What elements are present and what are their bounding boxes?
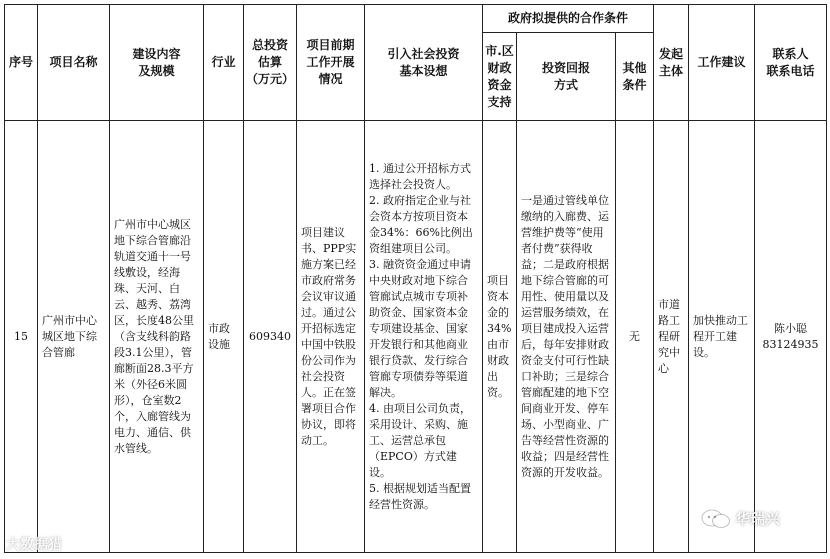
header-project-name: 项目名称 <box>38 5 110 121</box>
cell-investment: 609340 <box>244 121 297 553</box>
header-suggestion: 工作建议 <box>689 5 755 121</box>
watermark-left-label: 大数据猎 <box>6 537 62 553</box>
wechat-icon <box>701 509 731 529</box>
header-return-method: 投资回报 方式 <box>517 33 616 121</box>
cell-project-name: 广州市中心城区地下综合管廊 <box>38 121 110 553</box>
watermark-right-label: 华瑞兴 <box>735 510 781 528</box>
header-fiscal-support: 市.区 财政 资金 支持 <box>483 33 517 121</box>
header-contact: 联系人 联系电话 <box>755 5 827 121</box>
watermark-right <box>701 508 780 529</box>
header-capital-plan: 引入社会投资 基本设想 <box>365 5 483 121</box>
cell-other-conditions: 无 <box>616 121 654 553</box>
table-row <box>5 121 827 553</box>
header-industry: 行业 <box>204 5 244 121</box>
cell-capital-plan: 1. 通过公开招标方式选择社会投资人。 2. 政府指定企业与社会资本方按项目资本金34%：66%比例出资组建项目公司。 3. 融资资金通过申请中央财政对地下综合管廊试点城市专项补助资金、国家资本金专项建设基金、国家开发银行和其他商业银行贷款、发行综合管廊专项债券等渠道解决。 4. 由项目公司负责，采用设计、采购、施工、运营总承包（EPCO）方式建设。 5. 根据规划适当配置经营性资源。 <box>365 121 483 553</box>
header-gov-conditions: 政府拟提供的合作条件 <box>483 5 654 33</box>
header-content: 建设内容 及规模 <box>110 5 204 121</box>
cell-content: 广州市中心城区地下综合管廊沿轨道交通十一号线敷设，经海珠、天河、白云、越秀、荔湾区，长度48公里（含支线科韵路段3.1公里），管廊断面28.3平方米（外径6米圆形），仓室数2个，入廊管线为电力、通信、供水管线。 <box>110 121 204 553</box>
cell-contact: 陈小聪 83124935 <box>755 121 827 553</box>
header-progress: 项目前期 工作开展 情况 <box>297 5 365 121</box>
cooperation-conditions-table <box>4 4 827 553</box>
header-other-conditions: 其他 条件 <box>616 33 654 121</box>
header-investment: 总投资 估算 （万元） <box>244 5 297 121</box>
cell-seq: 15 <box>5 121 38 553</box>
cell-fiscal-support: 项目资本金的34%由市财政出资。 <box>483 121 517 553</box>
cell-suggestion: 加快推动工程开工建设。 <box>689 121 755 553</box>
cell-progress: 项目建议书、PPP实施方案已经市政府常务会议审议通过。通过公开招标选定中国中铁股份公司作为社会投资人。正在签署项目合作协议，即将动工。 <box>297 121 365 553</box>
header-seq: 序号 <box>5 5 38 121</box>
watermark-left <box>6 534 62 554</box>
cell-industry: 市政设施 <box>204 121 244 553</box>
cell-return-method: 一是通过管线单位缴纳的入廊费、运营维护费等“使用者付费”获得收益；二是政府根据地下综合管廊的可用性、使用量以及运营服务绩效，在项目建成投入运营后，每年安排财政资金支付可行性缺口补助；三是综合管廊配建的地下空间商业开发、停车场、小型商业、广告等经营性资源的收益；四是经营性资源的开发收益。 <box>517 121 616 553</box>
header-sponsor: 发起 主体 <box>654 5 689 121</box>
cell-sponsor: 市道路工程研究中心 <box>654 121 689 553</box>
